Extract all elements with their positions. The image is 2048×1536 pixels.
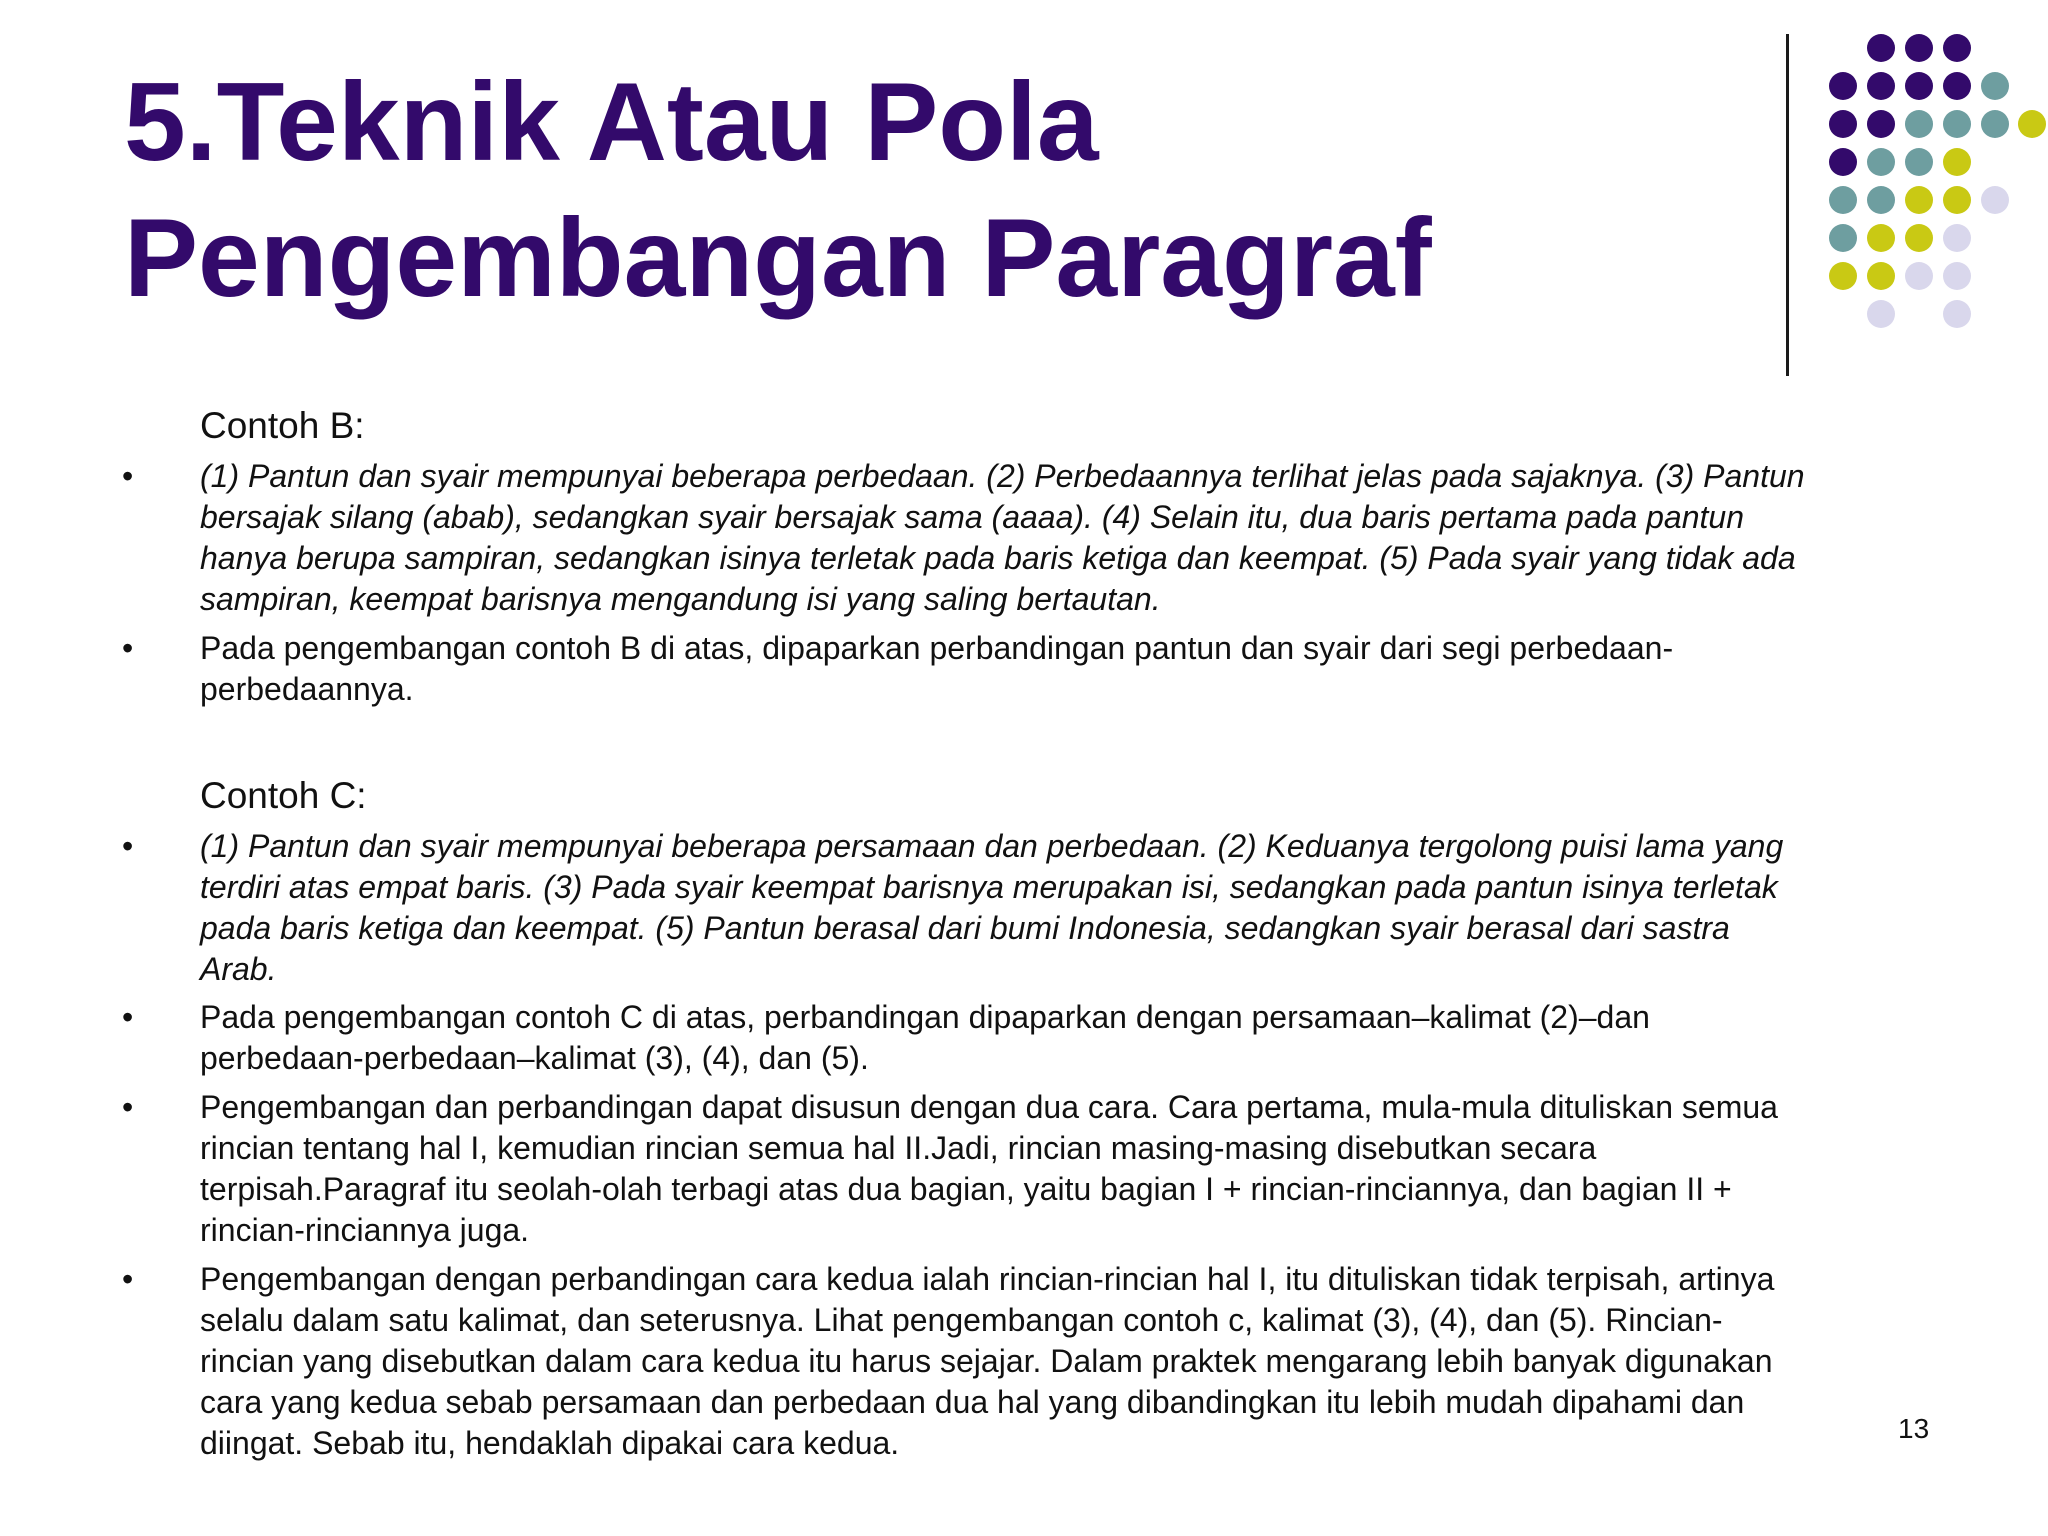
bullet-icon: • — [122, 828, 134, 864]
decorative-dot — [1943, 300, 1971, 328]
decorative-dot — [1867, 224, 1895, 252]
decorative-dot — [1905, 262, 1933, 290]
list-item-line: Pengembangan dan perbandingan dapat disusun dengan dua cara. Cara pertama, mula-mula dituliskan semua — [200, 1089, 1778, 1125]
list-item — [122, 1259, 1940, 1464]
list-item — [122, 628, 1940, 710]
list-item-line: Pada pengembangan contoh C di atas, perbandingan dipaparkan dengan persamaan–kalimat (2)–dan — [200, 999, 1650, 1035]
decorative-dot — [1981, 110, 2009, 138]
list-item-line: Arab. — [200, 951, 277, 987]
decorative-dot — [1867, 186, 1895, 214]
decorative-dot — [1867, 110, 1895, 138]
list-item — [122, 826, 1940, 990]
decorative-dot — [1867, 148, 1895, 176]
decorative-dot — [1943, 224, 1971, 252]
list-item — [122, 1087, 1940, 1251]
decorative-dot — [1905, 110, 1933, 138]
list-item-line: hanya berupa sampiran, sedangkan isinya terletak pada baris ketiga dan keempat. (5) Pada syair yang tidak ada — [200, 540, 1796, 576]
decorative-dot — [1943, 72, 1971, 100]
decorative-dot — [1905, 186, 1933, 214]
title-divider-line — [1786, 34, 1789, 376]
decorative-dot — [1867, 34, 1895, 62]
decorative-dot — [1943, 186, 1971, 214]
decorative-dot — [1905, 72, 1933, 100]
bullet-icon: • — [122, 999, 134, 1035]
list-item-line: diingat. Sebab itu, hendaklah dipakai cara kedua. — [200, 1425, 900, 1461]
decorative-dot — [1905, 148, 1933, 176]
decorative-dot — [1867, 300, 1895, 328]
decorative-dot — [2018, 110, 2046, 138]
decorative-dot — [1943, 262, 1971, 290]
list-item-line: Pada pengembangan contoh B di atas, dipaparkan perbandingan pantun dan syair dari segi perbedaan- — [200, 630, 1674, 666]
list-item-line: cara yang kedua sebab persamaan dan perbedaan dua hal yang dibandingkan itu lebih mudah dipahami dan — [200, 1384, 1745, 1420]
decorative-dot — [1829, 110, 1857, 138]
bullet-icon: • — [122, 458, 134, 494]
list-item-line: rincian tentang hal I, kemudian rincian semua hal II.Jadi, rincian masing-masing disebutkan secara — [200, 1130, 1597, 1166]
bullet-icon: • — [122, 1261, 134, 1297]
decorative-dot — [1905, 34, 1933, 62]
list-item-line: (1) Pantun dan syair mempunyai beberapa perbedaan. (2) Perbedaannya terlihat jelas pada sajaknya. (3) Pantun — [200, 458, 1805, 494]
list-item-line: Pengembangan dengan perbandingan cara kedua ialah rincian-rincian hal I, itu dituliskan tidak terpisah, artinya — [200, 1261, 1775, 1297]
list-item-line: perbedaannya. — [200, 671, 414, 707]
decorative-dot — [1943, 34, 1971, 62]
list-item-line: (1) Pantun dan syair mempunyai beberapa persamaan dan perbedaan. (2) Keduanya tergolong puisi lama yang — [200, 828, 1784, 864]
decorative-dot — [1943, 148, 1971, 176]
list-item-line: sampiran, keempat barisnya mengandung isi yang saling bertautan. — [200, 581, 1161, 617]
list-item-line: bersajak silang (abab), sedangkan syair bersajak sama (aaaa). (4) Selain itu, dua baris pertama pada pantun — [200, 499, 1744, 535]
title-line-1: 5.Teknik Atau Pola — [124, 60, 1099, 184]
decorative-dot — [1829, 262, 1857, 290]
decorative-dot — [1829, 186, 1857, 214]
decorative-dot — [1867, 262, 1895, 290]
section-heading-contoh-c: Contoh C: — [200, 775, 367, 816]
bullet-icon: • — [122, 630, 134, 666]
decorative-dot — [1829, 224, 1857, 252]
list-item-line: selalu dalam satu kalimat, dan seterusnya. Lihat pengembangan contoh c, kalimat (3), (4), dan (5). Rincian- — [200, 1302, 1723, 1338]
list-item-line: rincian yang disebutkan dalam cara kedua itu harus sejajar. Dalam praktek mengarang lebih banyak digunakan — [200, 1343, 1773, 1379]
list-item-line: terdiri atas empat baris. (3) Pada syair keempat barisnya merupakan isi, sedangkan pada pantun isinya terletak — [200, 869, 1778, 905]
list-item — [122, 456, 1940, 620]
list-item-line: terpisah.Paragraf itu seolah-olah terbagi atas dua bagian, yaitu bagian I + rincian-rinciannya, dan bagian II + — [200, 1171, 1732, 1207]
decorative-dot — [1829, 148, 1857, 176]
page-number: 13 — [1898, 1413, 1930, 1444]
decorative-dot — [1867, 72, 1895, 100]
section-heading-contoh-b: Contoh B: — [200, 405, 365, 446]
decorative-dot — [1905, 224, 1933, 252]
bullet-icon: • — [122, 1089, 134, 1125]
slide-title — [124, 54, 1724, 326]
list-item-line: pada baris ketiga dan keempat. (5) Pantun berasal dari bumi Indonesia, sedangkan syair berasal dari sastra — [200, 910, 1730, 946]
decorative-dot — [1981, 186, 2009, 214]
list-item-line: rincian-rinciannya juga. — [200, 1212, 530, 1248]
list-item-line: perbedaan-perbedaan–kalimat (3), (4), dan (5). — [200, 1040, 869, 1076]
title-line-2: Pengembangan Paragraf — [124, 196, 1432, 320]
decorative-dot — [1829, 72, 1857, 100]
decorative-dot — [1981, 72, 2009, 100]
decorative-dot — [1943, 110, 1971, 138]
list-item — [122, 997, 1940, 1079]
